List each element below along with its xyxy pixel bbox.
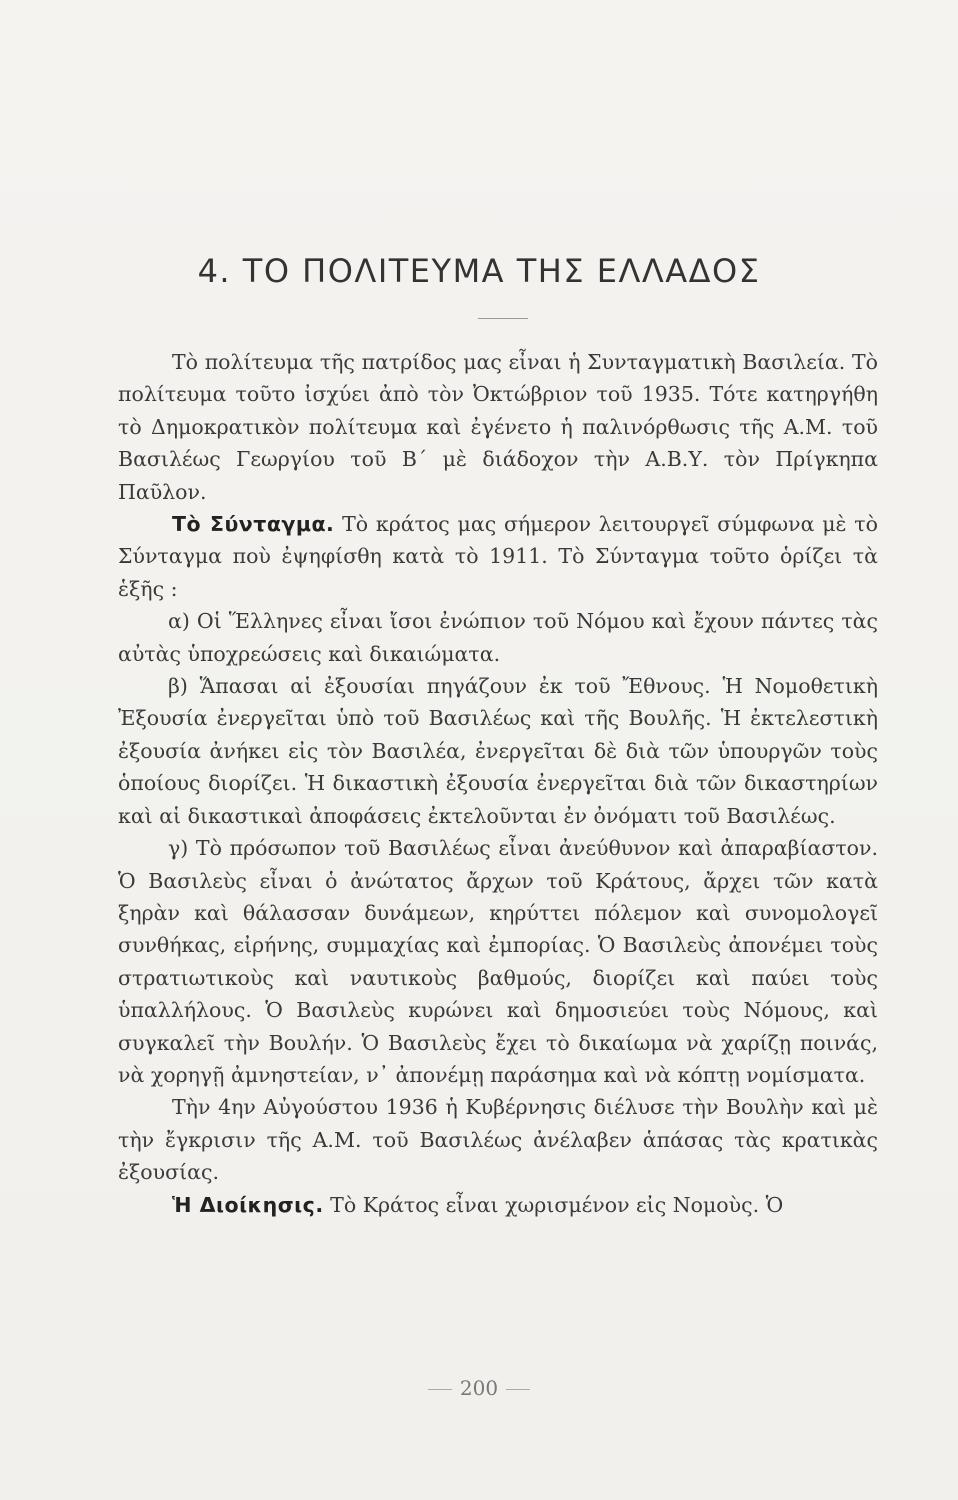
list-item-c: γ) Τὸ πρόσωπον τοῦ Βασιλέως εἶναι ἀνεύθυνον καὶ ἀπαραβίαστον. Ὁ Βασιλεὺς εἶναι ὁ ἀνώτατος ἄρχων τοῦ Κράτους, ἄρχει τῶν κατὰ ξηρὰν καὶ θάλασσαν δυνάμεων, κηρύττει πόλεμον καὶ συνομολογεῖ συνθήκας, εἰρήνης, συμμαχίας καὶ ἐμπορίας. Ὁ Βασιλεὺς ἀπονέμει τοὺς στρατιωτικοὺς καὶ ναυτικοὺς βαθμούς, διορίζει καὶ παύει τοὺς ὑπαλλήλους. Ὁ Βασιλεὺς κυρώνει καὶ δημοσιεύει τοὺς Νόμους, καὶ συγκαλεῖ τὴν Βουλήν. Ὁ Βασιλεὺς ἔχει τὸ δικαίωμα νὰ χαρίζῃ ποινάς, νὰ χορηγῇ ἀμνηστείαν, ν᾿ ἀπονέμῃ παράσημα καὶ νὰ κόπτῃ νομίσματα. (118, 836, 878, 1087)
chapter-heading: 4. ΤΟ ΠΟΛΙΤΕΥΜΑ ΤΗΣ ΕΛΛΑΔΟΣ (197, 252, 761, 290)
section-head-administration: Ἡ Διοίκησις. (172, 1192, 324, 1217)
heading-divider (478, 318, 528, 319)
body-text (118, 346, 878, 1221)
paragraph-intro: Τὸ πολίτευμα τῆς πατρίδος μας εἶναι ἡ Συνταγματικὴ Βασιλεία. Τὸ πολίτευμα τοῦτο ἰσχύει ἀπὸ τὸν Ὀκτώβριον τοῦ 1935. Τότε κατηργήθη τὸ Δημοκρατικὸν πολίτευμα καὶ ἐγένετο ἡ παλινόρθωσις τῆς Α.Μ. τοῦ Βασιλέως Γεωργίου τοῦ Β΄ μὲ διάδοχον τὴν Α.Β.Υ. τὸν Πρίγκηπα Παῦλον. (118, 350, 878, 504)
list-item-a: α) Οἱ Ἕλληνες εἶναι ἴσοι ἐνώπιον τοῦ Νόμου καὶ ἔχουν πάντες τὰς αὐτὰς ὑποχρεώσεις καὶ δικαιώματα. (118, 609, 878, 666)
page-number (0, 1376, 958, 1400)
paragraph-administration-text: Τὸ Κράτος εἶναι χωρισμένον εἰς Νομοὺς. Ὁ (330, 1192, 784, 1217)
section-head-constitution: Τὸ Σύνταγμα. (172, 512, 335, 537)
paragraph-august: Τὴν 4ην Αὐγούστου 1936 ἡ Κυβέρνησις διέλυσε τὴν Βουλὴν καὶ μὲ τὴν ἔγκρισιν τῆς Α.Μ. τοῦ Βασιλέως ἀνέλαβεν ἁπάσας τὰς κρατικὰς ἐξουσίας. (118, 1095, 878, 1185)
page-number-dash-right (506, 1389, 530, 1390)
paragraph-constitution-text: Τὸ κράτος μας σήμερον λειτουργεῖ σύμφωνα μὲ τὸ Σύνταγμα ποὺ ἐψηφίσθη κατὰ τὸ 1911. Τὸ Σύνταγμα τοῦτο ὁρίζει τὰ ἑξῆς : (118, 512, 878, 601)
paragraph-constitution (118, 508, 878, 605)
paragraph-administration (118, 1189, 878, 1221)
page-number-value: 200 (459, 1376, 499, 1400)
list-item-b: β) Ἅπασαι αἱ ἐξουσίαι πηγάζουν ἐκ τοῦ Ἔθνους. Ἡ Νομοθετικὴ Ἐξουσία ἐνεργεῖται ὑπὸ τοῦ Βασιλέως καὶ τῆς Βουλῆς. Ἡ ἐκτελεστικὴ ἐξουσία ἀνήκει εἰς τὸν Βασιλέα, ἐνεργεῖται δὲ διὰ τῶν ὑπουργῶν τοὺς ὁποίους διορίζει. Ἡ δικαστικὴ ἐξουσία ἐνεργεῖται διὰ τῶν δικαστηρίων καὶ αἱ δικαστικαὶ ἀποφάσεις ἐκτελοῦνται ἐν ὀνόματι τοῦ Βασιλέως. (118, 674, 878, 828)
page-number-dash-left (428, 1389, 452, 1390)
